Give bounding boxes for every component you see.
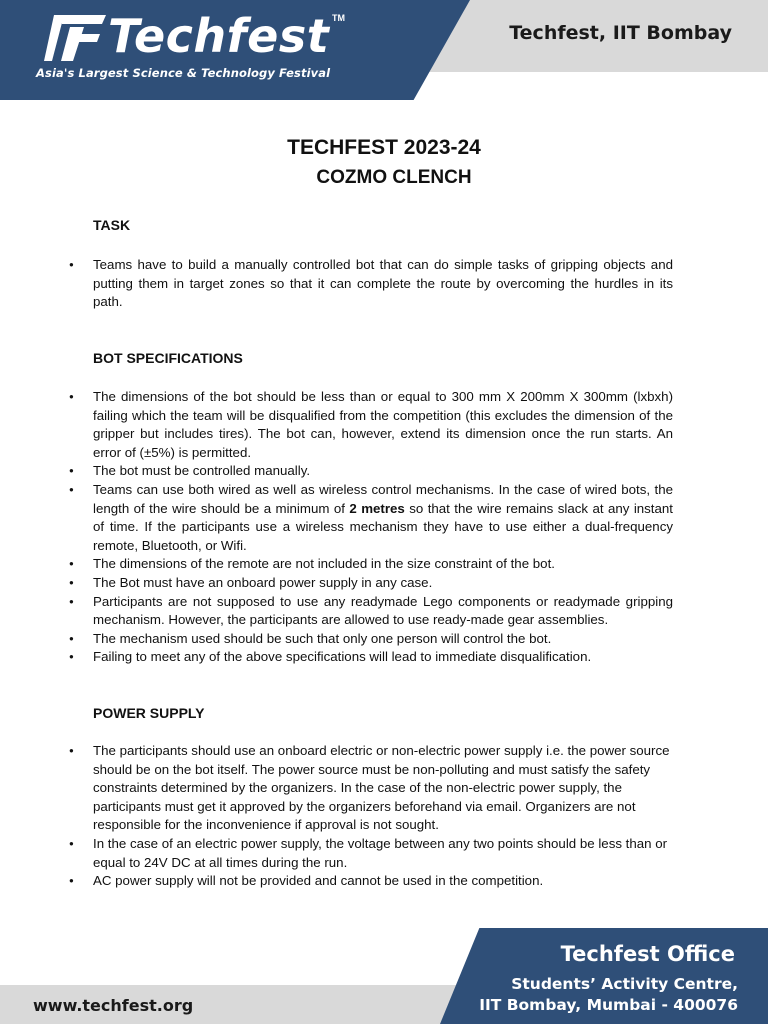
list-item <box>93 481 673 555</box>
document-title: TECHFEST 2023-24 <box>287 136 481 159</box>
footer-address-line-1: Students’ Activity Centre, <box>511 975 738 993</box>
footer-office-title: Techfest Office <box>560 942 735 966</box>
list-item: ● The dimensions of the bot should be less than or equal to 300 mm X 200mm X 300mm (lxbxh) failing which the team will be disqualified from the competition (this excludes the dimension of the gripper but includes tires). The bot can, however, extend its dimension once the run starts. An error of (±5%) is permitted. <box>93 388 673 462</box>
list-item: ● The Bot must have an onboard power supply in any case. <box>93 574 673 593</box>
logo-tagline: Asia's Largest Science & Technology Festival <box>36 66 331 80</box>
task-list <box>93 256 673 312</box>
list-item-text: so that the wire remains slack at any instant of time. If the participants use a wireless mechanism they have to use either a dual-frequency remote, Bluetooth, or Wifi. <box>93 500 673 553</box>
section-heading-bot-specifications: BOT SPECIFICATIONS <box>93 350 243 366</box>
list-item-bold-text: 2 metres <box>349 500 405 516</box>
header-org-title: Techfest, IIT Bombay <box>509 22 732 44</box>
list-item: ● In the case of an electric power supply, the voltage between any two points should be less than or equal to 24V DC at all times during the run. <box>93 835 673 872</box>
list-item: ● The participants should use an onboard electric or non-electric power supply i.e. the power source should be on the bot itself. The power source must be non-polluting and must satisfy the safety constraints determined by the organizers. In the case of the non-electric power supply, the participants must get it approved by the organizers beforehand via email. Organizers are not responsible for the inconvenience if approval is not sought. <box>93 742 673 835</box>
subtitle-text: COZMO CLENCH <box>316 167 472 188</box>
list-item: ● The bot must be controlled manually. <box>93 462 673 481</box>
list-item: ● Failing to meet any of the above specifications will lead to immediate disqualification. <box>93 648 673 667</box>
section-heading-task: TASK <box>93 217 131 233</box>
techfest-logo-icon <box>44 15 106 61</box>
page-header <box>0 0 768 100</box>
bot-specifications-list <box>93 388 673 667</box>
section-heading-power-supply: POWER SUPPLY <box>93 705 205 721</box>
power-supply-list <box>93 742 673 891</box>
document-subtitle <box>0 167 768 189</box>
list-item: ● The dimensions of the remote are not included in the size constraint of the bot. <box>93 555 673 574</box>
list-item-text: Teams can use both wired as well as wireless control mechanisms. In the case of wired bots, the length of the wire should be a minimum of <box>93 481 673 516</box>
footer-website-link[interactable]: www.techfest.org <box>33 996 194 1015</box>
list-item: ● Teams have to build a manually controlled bot that can do simple tasks of gripping objects and putting them in target zones so that it can complete the route by overcoming the hurdles in its path. <box>93 256 673 312</box>
list-item: ● AC power supply will not be provided and cannot be used in the competition. <box>93 872 673 891</box>
list-item: ● The mechanism used should be such that only one person will control the bot. <box>93 630 673 649</box>
list-item: ● Participants are not supposed to use any readymade Lego components or readymade gripping mechanism. However, the participants are allowed to use ready-made gear assemblies. <box>93 593 673 630</box>
footer-address-line-2: IIT Bombay, Mumbai - 400076 <box>479 996 738 1014</box>
logo-wordmark: Techfest <box>108 9 330 63</box>
logo-trademark: TM <box>332 13 345 23</box>
